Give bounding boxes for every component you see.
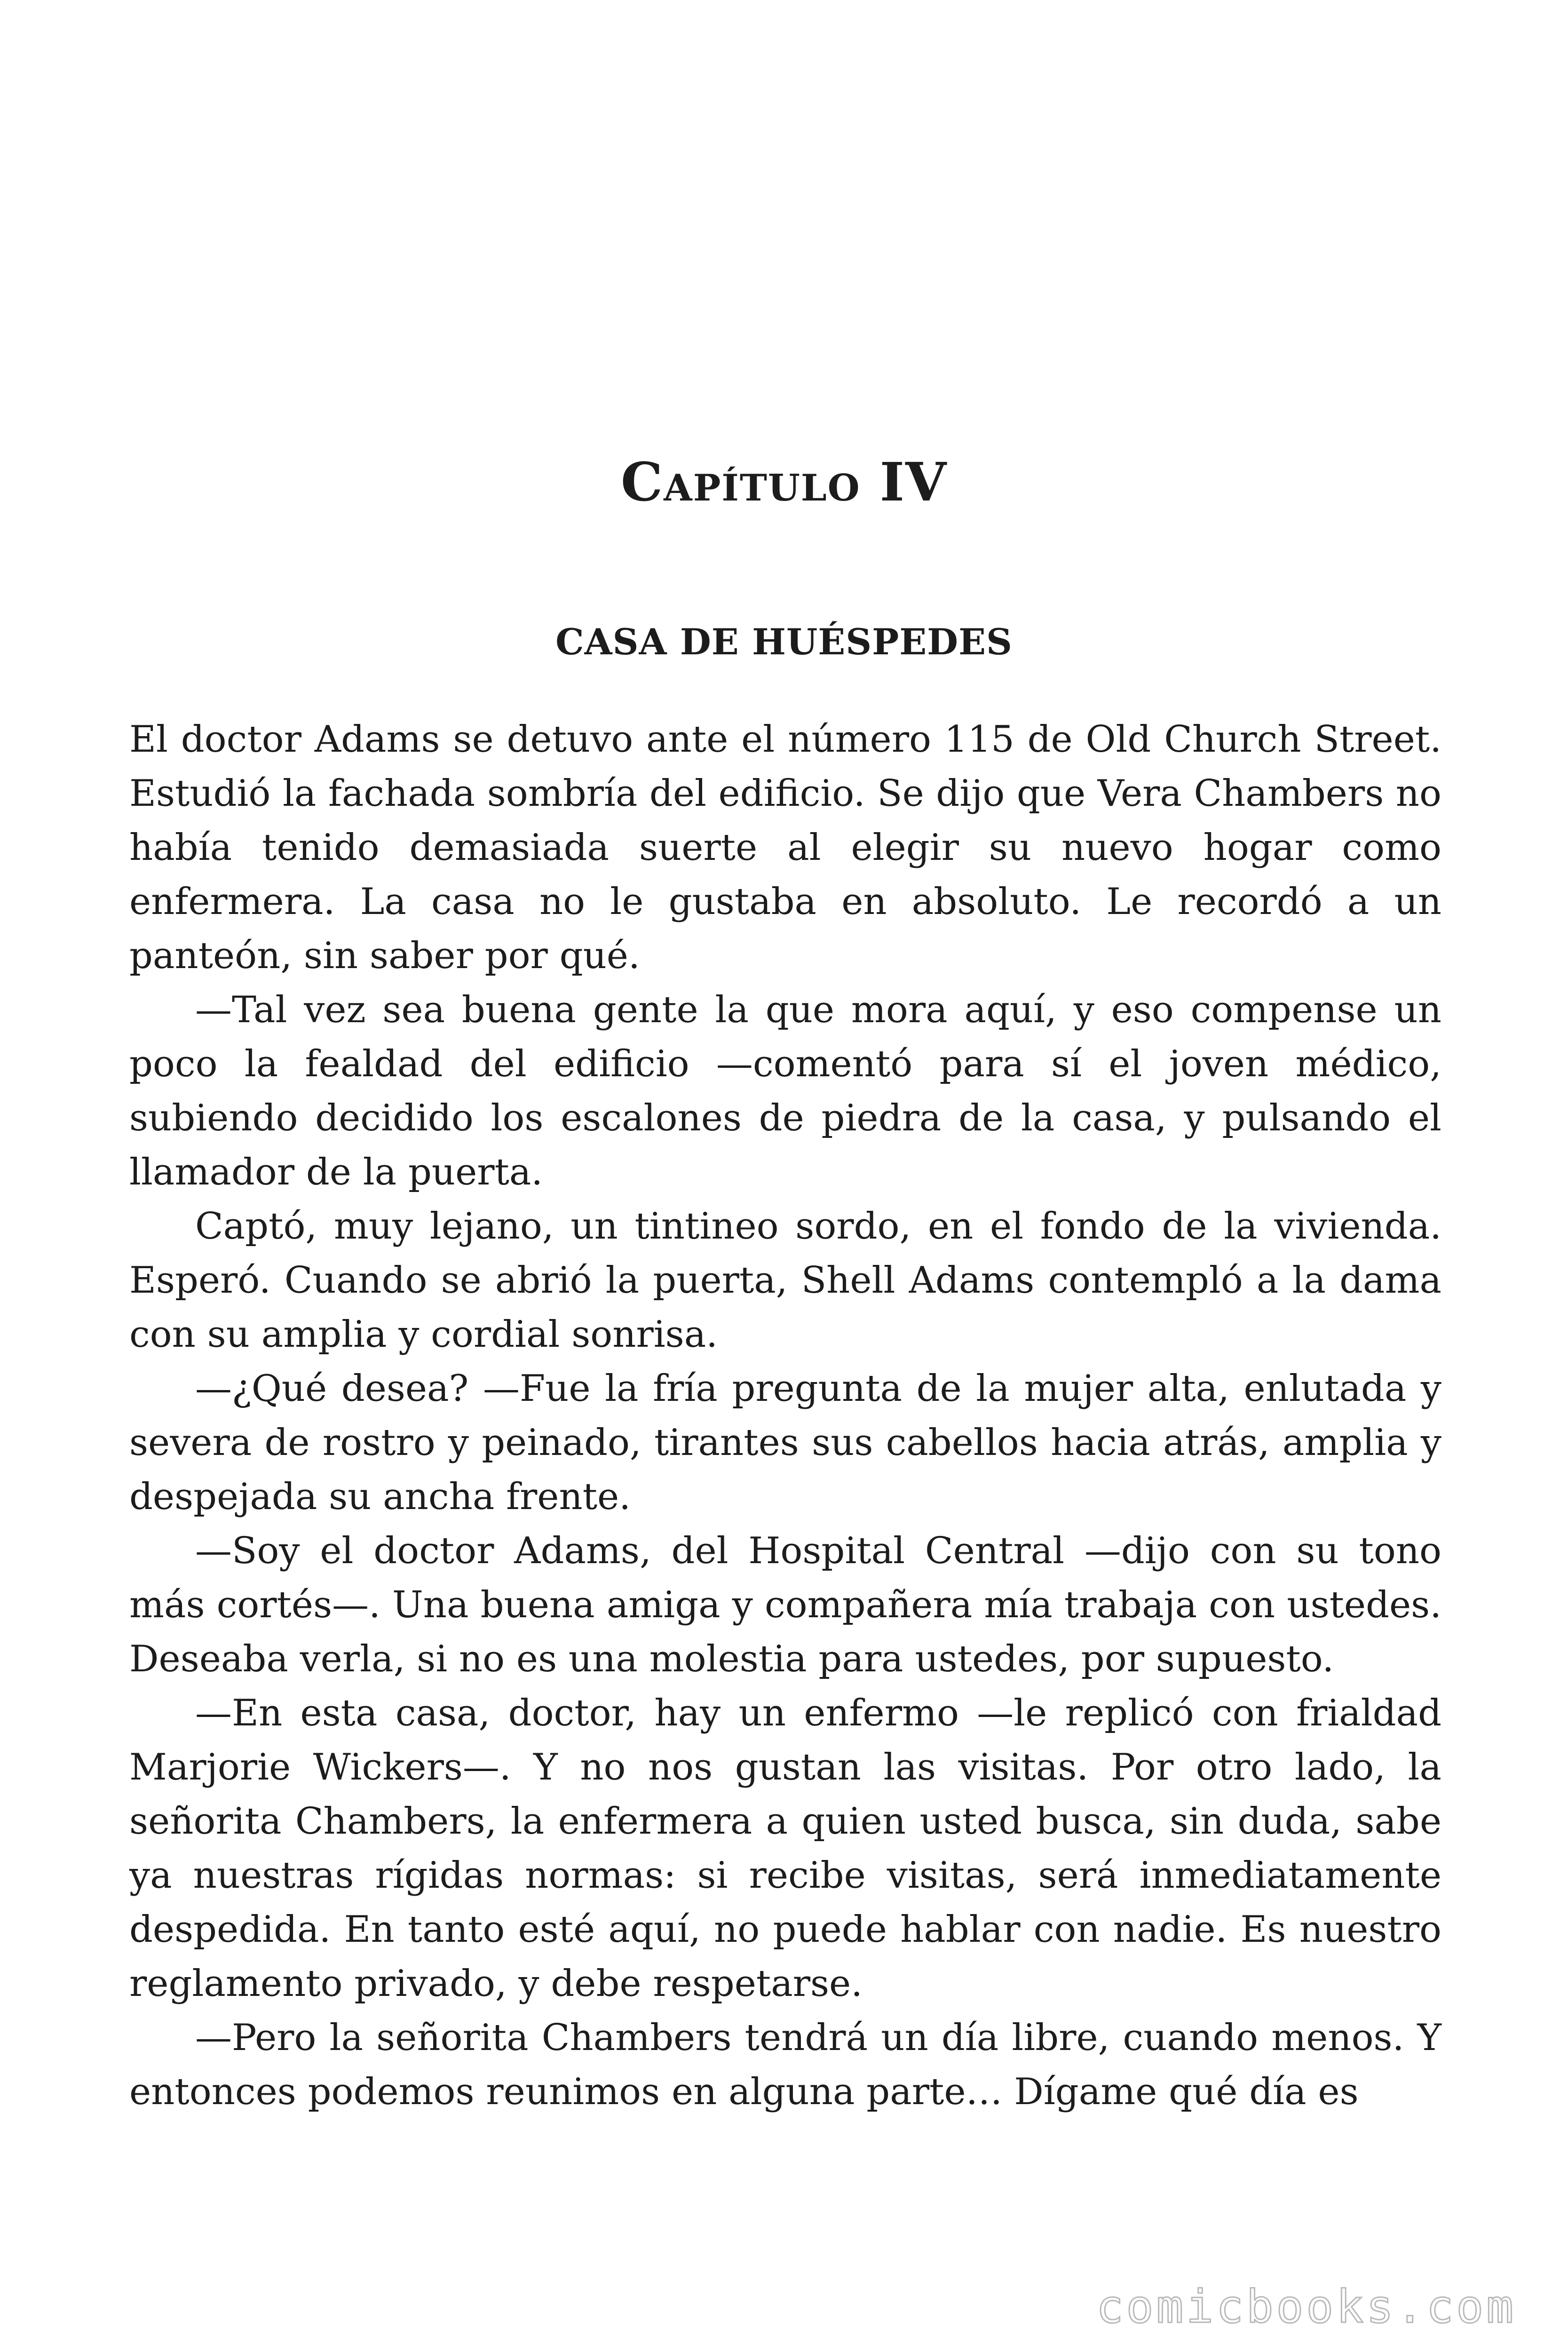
chapter-title: Capítulo IV <box>621 452 947 513</box>
paragraph: El doctor Adams se detuvo ante el número 115 de Old Church Street. Estudió la fachada sombría del edificio. Se dijo que Vera Chambers no había tenido demasiada suerte al elegir su nuevo hogar como enfermera. La casa no le gustaba en absoluto. Le recordó a un panteón, sin saber por qué. <box>129 718 1441 977</box>
paragraph: Captó, muy lejano, un tintineo sordo, en el fondo de la vivienda. Esperó. Cuando se abrió la puerta, Shell Adams contempló a la dama con su amplia y cordial sonrisa. <box>129 1205 1441 1356</box>
paragraph: —Tal vez sea buena gente la que mora aquí, y eso compense un poco la fealdad del edificio —comentó para sí el joven médico, subiendo decidido los escalones de piedra de la casa, y pulsando el llamador de la puerta. <box>129 989 1441 1193</box>
paragraph: —Pero la señorita Chambers tendrá un día libre, cuando menos. Y entonces podemos reunimos en alguna parte… Dígame qué día es <box>129 2017 1441 2113</box>
paragraph: —Soy el doctor Adams, del Hospital Central —dijo con su tono más cortés—. Una buena amiga y compañera mía trabaja con ustedes. Deseaba verla, si no es una molestia para ustedes, por supuesto. <box>129 1530 1441 1680</box>
watermark: comicbooks.com <box>1096 2280 1516 2333</box>
chapter-subtitle: CASA DE HUÉSPEDES <box>555 621 1013 663</box>
body-text <box>129 713 1441 2119</box>
paragraph: —¿Qué desea? —Fue la fría pregunta de la mujer alta, enlutada y severa de rostro y peinado, tirantes sus cabellos hacia atrás, amplia y despejada su ancha frente. <box>129 1367 1441 1518</box>
paragraph: —En esta casa, doctor, hay un enfermo —le replicó con frialdad Marjorie Wickers—. Y no nos gustan las visitas. Por otro lado, la señorita Chambers, la enfermera a quien usted busca, sin duda, sabe ya nuestras rígidas normas: si recibe visitas, será inmediatamente despedida. En tanto esté aquí, no puede hablar con nadie. Es nuestro reglamento privado, y debe respetarse. <box>129 1692 1441 2005</box>
